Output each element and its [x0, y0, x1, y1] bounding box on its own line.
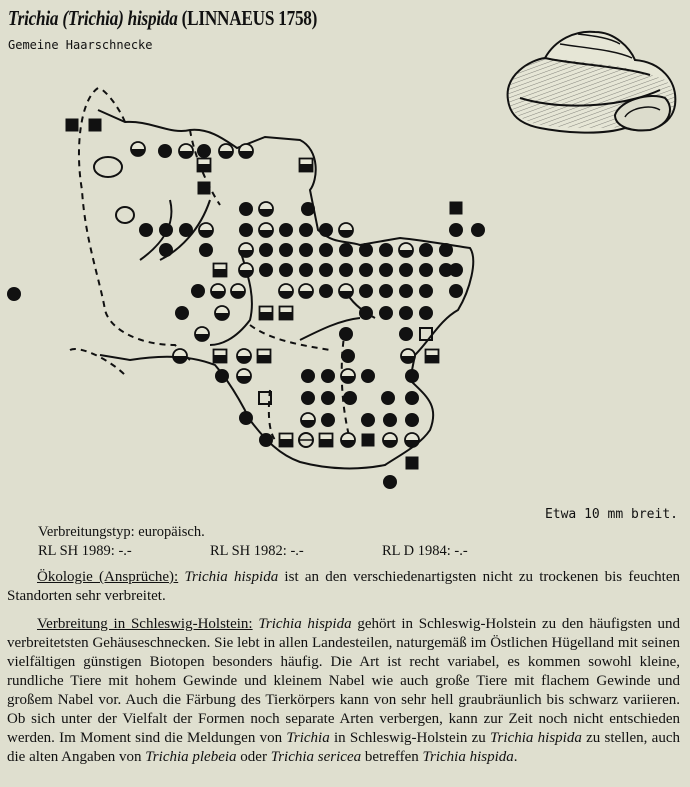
title-subgenus: (Trichia) — [62, 6, 124, 30]
title-genus: Trichia — [8, 6, 59, 30]
map-record-filled-circle — [7, 287, 21, 301]
distribution-type: Verbreitungstyp: europäisch. — [38, 524, 205, 540]
size-note: Etwa 10 mm breit. — [544, 507, 678, 522]
title-species: hispida — [127, 6, 178, 30]
distribution-meta — [38, 523, 690, 561]
red-list-sh-1989: RL SH 1989: -.- — [38, 543, 132, 559]
snail-shell-icon — [500, 20, 682, 140]
distribution-paragraph: Verbreitung in Schleswig-Holstein: Trichia hispida gehört in Schleswig-Holstein zu den häufigsten und verbreitetsten Gehäuseschnecken. Sie lebt in allen Landesteilen, naturgemäß im Östlichen Hügelland mit seinen vielfältigen günstigen Biotopen besonders häufig. Die Art ist recht variabel, es kommen sowohl kleine, rundliche Tiere mit hohem Gewinde und kleinem Nabel wie auch große Tiere mit flachem Gewinde und großem Nabel vor. Auch die Färbung des Tierkörpers kann von sehr hell graubräunlich bis schwarz variieren. Ob sich unter der Vielfalt der Formen noch separate Arten verbergen, kann zur Zeit noch nicht entschieden werden. Im Moment sind die Meldungen von Trichia in Schleswig-Holstein zu Trichia hispida zu stellen, auch die alten Angaben von Trichia plebeia oder Trichia sericea betreffen Trichia hispida. — [7, 616, 680, 765]
common-name: Gemeine Haarschnecke — [8, 38, 153, 52]
distribution-map — [0, 70, 500, 500]
ecology-paragraph: Ökologie (Ansprüche): Trichia hispida ist an den verschiedenartigsten nicht zu trockenen bis feuchten Standorten sehr verbreitet. — [7, 569, 680, 604]
red-list-row — [38, 542, 690, 561]
distribution-heading: Verbreitung in Schleswig-Holstein: — [37, 616, 253, 632]
title-author: (LINNAEUS 1758) — [181, 6, 318, 30]
map-records — [66, 119, 486, 490]
red-list-d-1984: RL D 1984: -.- — [382, 543, 468, 559]
red-list-sh-1982: RL SH 1982: -.- — [210, 543, 304, 559]
species-title — [8, 6, 317, 31]
ecology-heading: Ökologie (Ansprüche): — [37, 569, 179, 585]
